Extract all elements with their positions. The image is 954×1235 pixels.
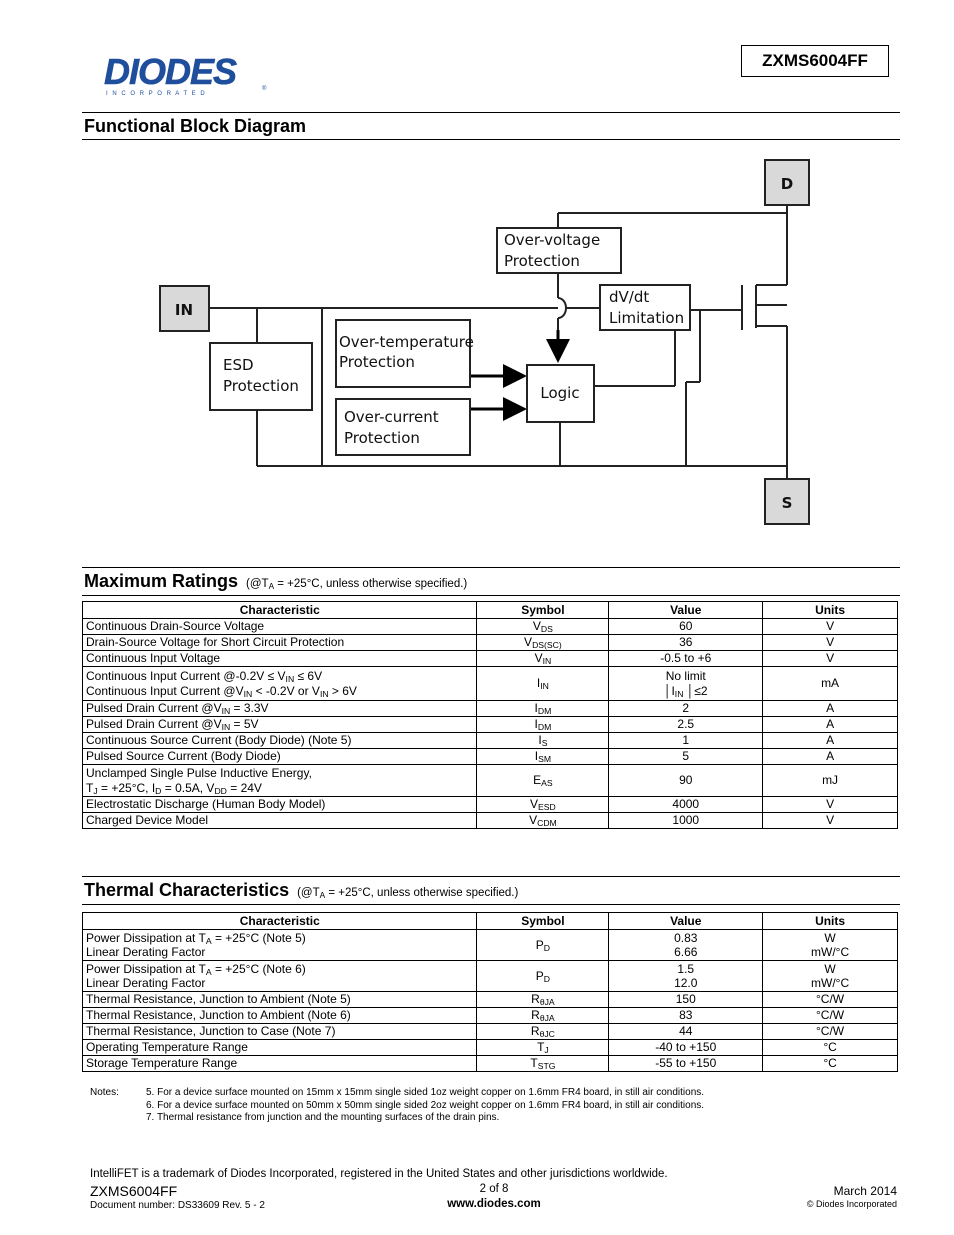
- svg-text:Over-current: Over-current: [344, 408, 439, 426]
- svg-text:Protection: Protection: [223, 377, 299, 395]
- table-row: Electrostatic Discharge (Human Body Model) $V_{ESD}$ 4000 V: [83, 797, 898, 813]
- table-row: Thermal Resistance, Junction to Ambient (Note 5) $R_{\theta JA}$ 150 °C/W: [83, 992, 898, 1008]
- table-row: Storage Temperature Range $T_{STG}$ -55 to +150 °C: [83, 1056, 898, 1072]
- note-item: 7. Thermal resistance from junction and the mounting surfaces of the drain pins.: [146, 1112, 500, 1123]
- website-link[interactable]: www.diodes.com: [447, 1198, 541, 1210]
- max-ratings-table: [82, 601, 898, 829]
- svg-text:Protection: Protection: [344, 429, 420, 447]
- svg-text:Protection: Protection: [339, 353, 415, 371]
- block-diagram-rule: [82, 139, 900, 140]
- svg-text:Protection: Protection: [504, 252, 580, 270]
- table-row: Thermal Resistance, Junction to Case (Note 7) $R_{\theta JC}$ 44 °C/W: [83, 1024, 898, 1040]
- svg-text:Logic: Logic: [540, 384, 580, 402]
- functional-block-diagram: [150, 155, 830, 535]
- part-number-box: ZXMS6004FF: [741, 45, 889, 77]
- notes-label: Notes:: [90, 1087, 119, 1098]
- footer-copyright: © Diodes Incorporated: [806, 1199, 897, 1209]
- table-row: Continuous Drain-Source Voltage $V_{DS}$ 60 V: [83, 619, 898, 635]
- svg-text:DIODES: DIODES: [104, 54, 237, 92]
- footer-part-number: ZXMS6004FF: [90, 1183, 178, 1199]
- diodes-logo: [104, 54, 274, 98]
- page-number: 2 of 8: [479, 1183, 509, 1195]
- table-row: Pulsed Drain Current $@V_{IN} = 3.3V$ $I_{DM}$ 2 A: [83, 701, 898, 717]
- svg-text:I N C O R P O R A T E D: I N C O R P O R A T E D: [106, 91, 207, 97]
- svg-text:dV/dt: dV/dt: [609, 288, 650, 306]
- max-ratings-bottom-rule: [82, 595, 900, 596]
- input-pin-label: IN: [174, 301, 194, 319]
- note-item: 5. For a device surface mounted on 15mm x 15mm single sided 1oz weight copper on 1.6mm FR4 board, in still air conditions.: [146, 1087, 705, 1098]
- thermal-title: Thermal Characteristics ($@T_A = +25^\circ C$, unless otherwise specified.): [84, 880, 519, 901]
- table-row: Unclamped Single Pulse Inductive Energy, $T_J = +25^\circ C$, $I_D = 0.5A$, $V_{DD} = 24V$ $E_{AS}$ 90 mJ: [83, 765, 898, 797]
- svg-text:Over-temperature: Over-temperature: [339, 333, 474, 351]
- max-ratings-title: Maximum Ratings ($@T_A = +25^\circ C$, unless otherwise specified.): [84, 571, 468, 592]
- table-row: Drain-Source Voltage for Short Circuit Protection $V_{DS(SC)}$ 36 V: [83, 635, 898, 651]
- svg-text:ESD: ESD: [223, 356, 254, 374]
- max-ratings-condition: ($@T_A = +25^\circ C$, unless otherwise specified.): [246, 578, 468, 592]
- table-row: Continuous Input Current @-0.2V ≤ $V_{IN} \le 6V$ Continuous Input Current $@V_{IN} < -0.2V$ or $V_{IN} > 6V$ $I_{IN}$ No limit $│I_{IN}$ │≤2 mA: [83, 667, 898, 701]
- table-row: Charged Device Model $V_{CDM}$ 1000 V: [83, 813, 898, 829]
- table-row: Thermal Resistance, Junction to Ambient (Note 6) $R_{\theta JA}$ 83 °C/W: [83, 1008, 898, 1024]
- block-diagram-title: Functional Block Diagram: [84, 116, 307, 136]
- footer-document-number: Document number: DS33609 Rev. 5 - 2: [90, 1200, 265, 1211]
- svg-text:Limitation: Limitation: [609, 309, 685, 327]
- trademark-notice: IntelliFET is a trademark of Diodes Incorporated, registered in the United States and other jurisdictions worldwide.: [90, 1168, 668, 1180]
- table-header-row: Characteristic Symbol Value Units: [83, 602, 898, 619]
- max-ratings-top-rule: [82, 567, 900, 568]
- table-row: Continuous Input Voltage $V_{IN}$ -0.5 to +6 V: [83, 651, 898, 667]
- source-pin-label: S: [781, 494, 793, 512]
- footer-date: March 2014: [833, 1184, 897, 1198]
- drain-pin-label: D: [780, 175, 794, 193]
- table-row: Power Dissipation at $T_A = +25^\circ C$ (Note 6) Linear Derating Factor $P_D$ 1.5 12.0 W mW/°C: [83, 961, 898, 992]
- table-row: Pulsed Source Current (Body Diode) $I_{SM}$ 5 A: [83, 749, 898, 765]
- table-header-row: Characteristic Symbol Value Units: [83, 913, 898, 930]
- table-row: Pulsed Drain Current $@V_{IN} = 5V$ $I_{DM}$ 2.5 A: [83, 717, 898, 733]
- thermal-condition: ($@T_A = +25^\circ C$, unless otherwise specified.): [297, 887, 519, 901]
- table-row: Continuous Source Current (Body Diode) (Note 5) $I_S$ 1 A: [83, 733, 898, 749]
- header-rule: [82, 112, 900, 113]
- note-item: 6. For a device surface mounted on 50mm x 50mm single sided 2oz weight copper on 1.6mm FR4 board, in still air conditions.: [146, 1099, 705, 1111]
- svg-text:Over-voltage: Over-voltage: [504, 231, 601, 249]
- thermal-bottom-rule: [82, 904, 900, 905]
- thermal-table: [82, 912, 898, 1072]
- thermal-top-rule: [82, 876, 900, 877]
- table-row: Operating Temperature Range $T_J$ -40 to +150 °C: [83, 1040, 898, 1056]
- table-row: Power Dissipation at $T_A = +25^\circ C$ (Note 5) Linear Derating Factor $P_D$ 0.83 6.66 W mW/°C: [83, 930, 898, 961]
- svg-text:®: ®: [262, 86, 267, 92]
